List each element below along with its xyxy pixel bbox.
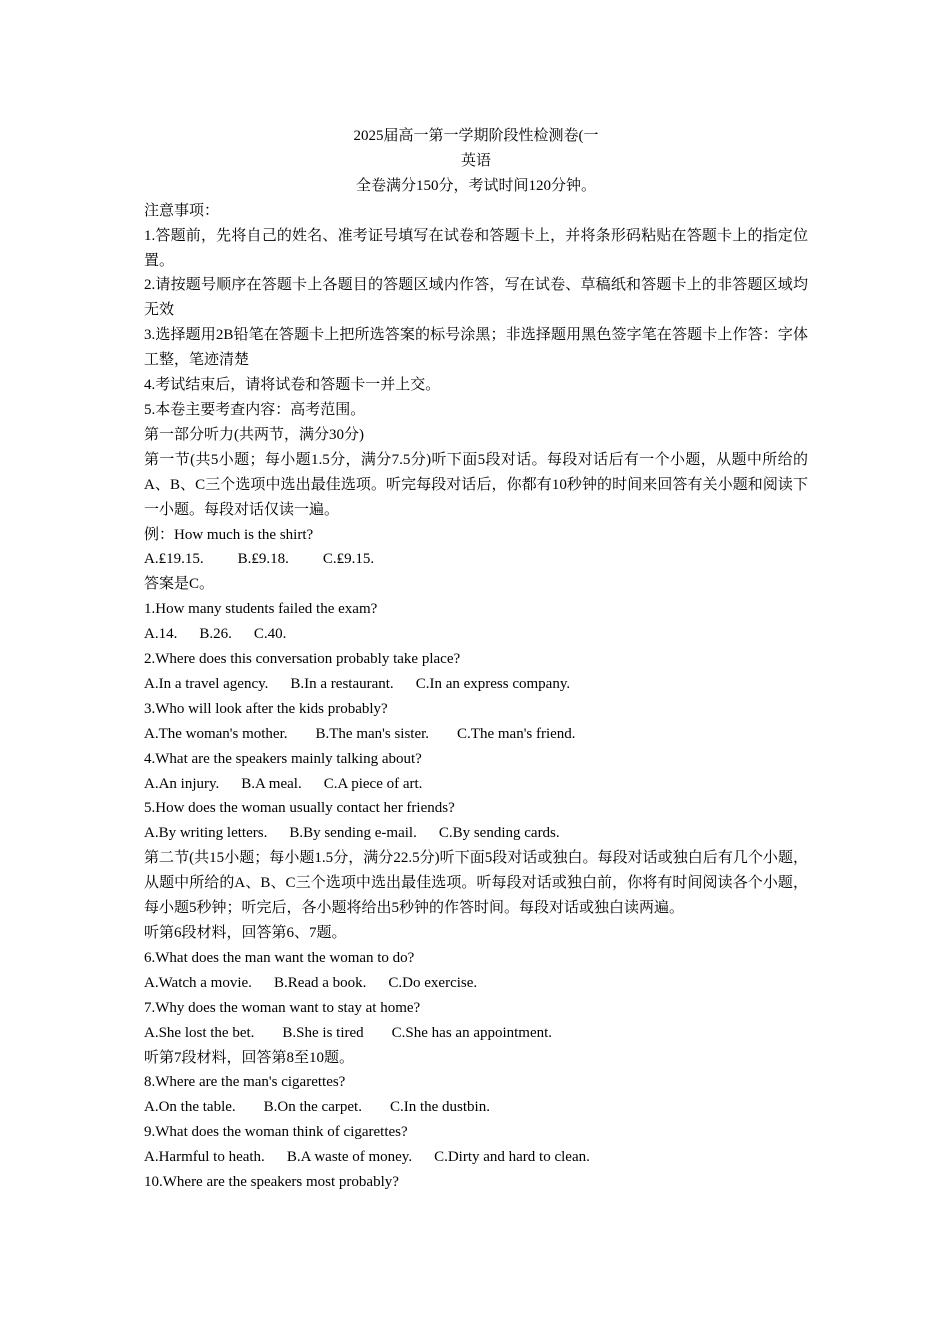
- question-text: 4.What are the speakers mainly talking about?: [144, 750, 422, 767]
- option: A.Watch a movie.: [144, 974, 252, 991]
- option: A.₤19.15.: [144, 551, 204, 568]
- group-intro: 听第7段材料，回答第8至10题。: [144, 1049, 355, 1066]
- example-answer: 答案是C。: [144, 576, 215, 593]
- question-options: [144, 821, 808, 846]
- notice-item: 2.请按题号顺序在答题卡上各题目的答题区域内作答，写在试卷、草稿纸和答题卡上的非答题区域均无效: [144, 277, 808, 319]
- document-body: [144, 124, 808, 1195]
- question-options: [144, 1021, 808, 1046]
- option: C.A piece of art.: [323, 775, 423, 792]
- option: B.The man's sister.: [315, 725, 430, 742]
- question-text: 6.What does the man want the woman to do?: [144, 949, 415, 966]
- option: C.In an express company.: [415, 675, 571, 692]
- exam-info: 全卷满分150分，考试时间120分钟。: [355, 177, 596, 194]
- section2-instructions: 第二节(共15小题；每小题1.5分，满分22.5分)听下面5段对话或独白。每段对话或独白后有几个小题，从题中所给的A、B、C三个选项中选出最佳选项。听每段对话或独白前，你将有时间阅读各个小题，每小题5秒钟；听完后，各小题将给出5秒钟的作答时间。每段对话或独白读两遍。: [144, 850, 808, 917]
- question-text: 8.Where are the man's cigarettes?: [144, 1074, 346, 1091]
- option: A.On the table.: [144, 1099, 236, 1116]
- question-text: 7.Why does the woman want to stay at home?: [144, 999, 421, 1016]
- question-text: 1.How many students failed the exam?: [144, 601, 378, 618]
- group-intro: 听第6段材料，回答第6、7题。: [144, 925, 347, 941]
- option: B.₤9.18.: [237, 551, 289, 568]
- question-options: [144, 622, 808, 647]
- question-options: [144, 772, 808, 797]
- notice-item: 5.本卷主要考查内容：高考范围。: [144, 401, 366, 418]
- option: A.In a travel agency.: [144, 675, 269, 692]
- exam-title: 2025届高一第一学期阶段性检测卷(一: [353, 128, 599, 144]
- notice-item: 4.考试结束后，请将试卷和答题卡一并上交。: [144, 377, 441, 394]
- section1-instructions: 第一节(共5小题；每小题1.5分，满分7.5分)听下面5段对话。每段对话后有一个小题，从题中所给的A、B、C三个选项中选出最佳选项。听完每段对话后，你都有10秒钟的时间来回答有关小题和阅读下一小题。每段对话仅读一遍。: [144, 451, 808, 518]
- question-options: [144, 971, 808, 996]
- example-question: 例：How much is the shirt?: [144, 526, 314, 543]
- option: C.₤9.15.: [322, 551, 375, 568]
- question-text: 9.What does the woman think of cigarettes?: [144, 1124, 408, 1141]
- question-text: 5.How does the woman usually contact her friends?: [144, 800, 455, 817]
- option: B.By sending e-mail.: [289, 825, 417, 842]
- option: B.A meal.: [241, 775, 302, 792]
- option: A.By writing letters.: [144, 825, 268, 842]
- question-text: 10.Where are the speakers most probably?: [144, 1174, 399, 1191]
- option: C.Do exercise.: [388, 974, 478, 991]
- option: C.She has an appointment.: [391, 1024, 553, 1041]
- option: C.In the dustbin.: [389, 1099, 490, 1116]
- question-options: [144, 672, 808, 697]
- notice-heading: 注意事项：: [144, 202, 220, 219]
- option: C.Dirty and hard to clean.: [434, 1149, 590, 1166]
- notice-item: 1.答题前，先将自己的姓名、准考证号填写在试卷和答题卡上，并将条形码粘贴在答题卡上的指定位置。: [144, 227, 808, 269]
- option: A.The woman's mother.: [144, 725, 288, 742]
- option: C.By sending cards.: [438, 825, 560, 842]
- option: A.She lost the bet.: [144, 1024, 255, 1041]
- option: A.An injury.: [144, 775, 220, 792]
- option: B.She is tired: [282, 1024, 364, 1041]
- notice-item: 3.选择题用2B铅笔在答题卡上把所选答案的标号涂黑；非选择题用黑色签字笔在答题卡上作答：字体工整，笔迹清楚: [144, 327, 808, 369]
- question-text: 3.Who will look after the kids probably?: [144, 700, 388, 717]
- option: B.On the carpet.: [263, 1099, 362, 1116]
- question-options: [144, 722, 808, 747]
- question-options: [144, 1095, 808, 1120]
- option: B.A waste of money.: [286, 1149, 413, 1166]
- part1-title: 第一部分听力(共两节，满分30分): [144, 426, 364, 443]
- option: B.26.: [199, 626, 232, 643]
- question-text: 2.Where does this conversation probably take place?: [144, 651, 461, 668]
- option: A.Harmful to heath.: [144, 1149, 265, 1166]
- exam-subject: 英语: [460, 152, 491, 169]
- option: A.14.: [144, 626, 178, 643]
- option: C.The man's friend.: [457, 725, 576, 742]
- option: B.Read a book.: [273, 974, 367, 991]
- example-options: [144, 547, 808, 572]
- option: B.In a restaurant.: [290, 675, 394, 692]
- option: C.40.: [253, 626, 287, 643]
- question-options: [144, 1145, 808, 1170]
